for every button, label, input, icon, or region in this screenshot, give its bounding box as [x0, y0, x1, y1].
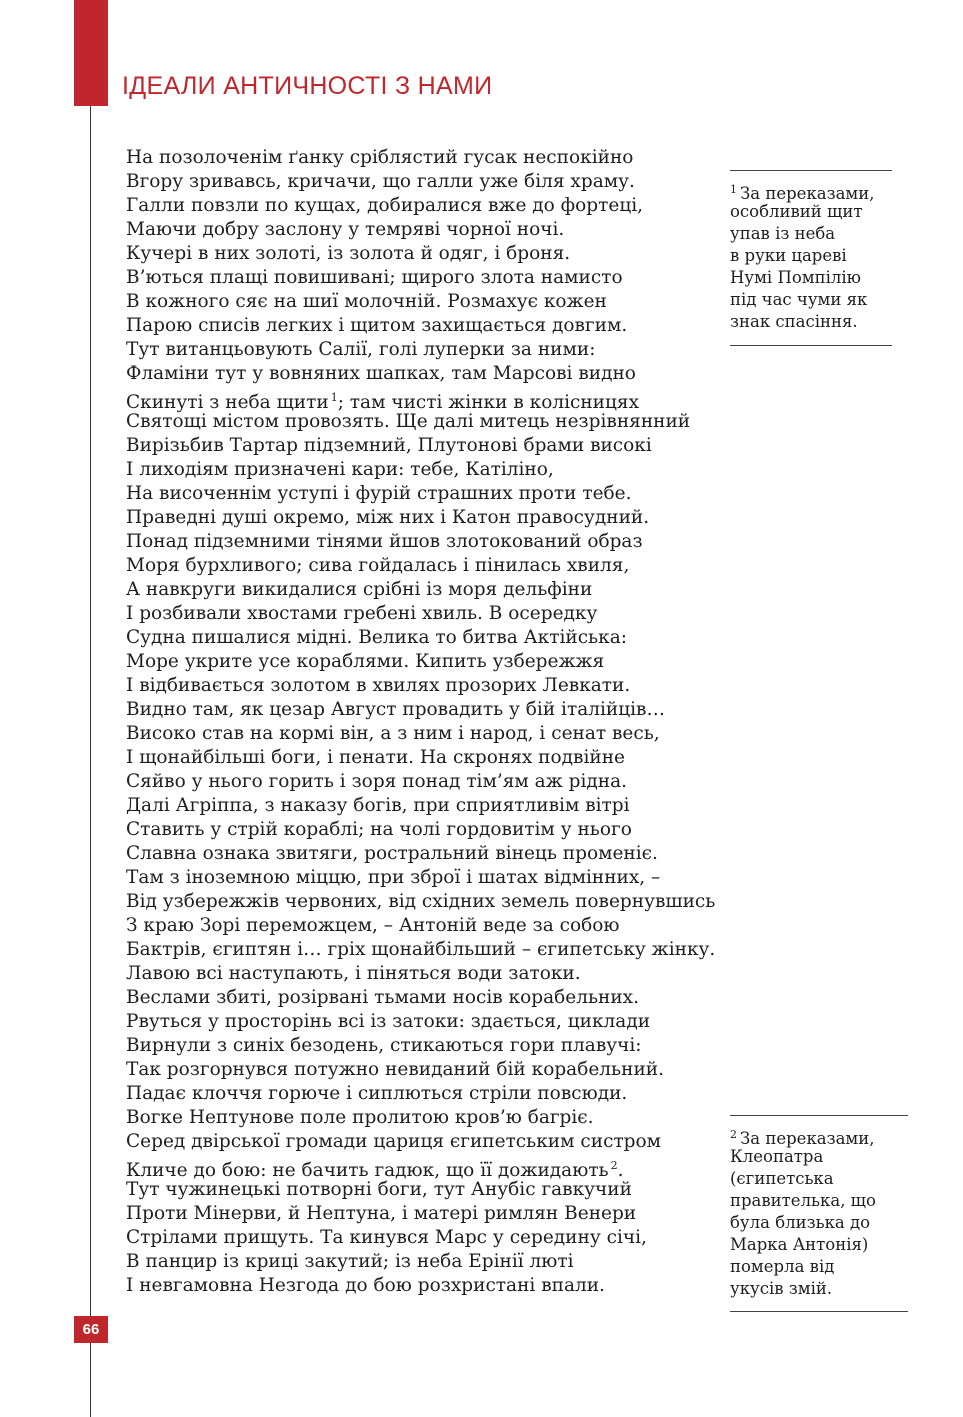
poem-text — [126, 146, 806, 1298]
poem-line: Стрілами прищуть. Та кинувся Марс у середину січі, — [126, 1227, 647, 1248]
poem-line: Вогке Нептунове поле пролитою кров’ю багріє. — [126, 1107, 594, 1128]
poem-line: Лавою всі наступають, і піняться води затоки. — [126, 963, 581, 984]
poem-line: Парою списів легких і щитом захищається довгим. — [126, 315, 628, 336]
poem-line: І щонайбільші боги, і пенати. На скронях подвійне — [126, 747, 625, 768]
section-title: ІДЕАЛИ АНТИЧНОСТІ З НАМИ — [122, 72, 493, 100]
poem-line: З краю Зорі переможцем, – Антоній веде за собою — [126, 915, 620, 936]
footnote-number: 1 — [730, 183, 737, 196]
poem-line: Тут чужинецькі потворні боги, тут Анубіс гавкучий — [126, 1179, 632, 1200]
footnote-line: укусів змій. — [730, 1279, 833, 1298]
poem-line: Далі Агріппа, з наказу богів, при сприятливім вітрі — [126, 795, 630, 816]
poem-line: В кожного сяє на шиї молочній. Розмахує кожен — [126, 291, 607, 312]
footnote-2 — [730, 1115, 908, 1312]
poem-line: І відбивається золотом в хвилях прозорих Левкати. — [126, 675, 631, 696]
poem-line: Галли повзли по кущах, добиралися вже до фортеці, — [126, 195, 644, 216]
footnote-line: під час чуми як — [730, 290, 868, 309]
poem-line: Фламіни тут у вовняних шапках, там Марсові видно — [126, 363, 636, 384]
poem-line: На височеннім уступі і фурій страшних проти тебе. — [126, 483, 632, 504]
poem-line: На позолоченім ґанку сріблястий гусак неспокійно — [126, 147, 634, 168]
poem-line: В’ються плащі повишивані; щирого злота намисто — [126, 267, 623, 288]
poem-line: Святощі містом провозять. Ще далі митець незрівнянний — [126, 411, 691, 432]
poem-line: І лиходіям призначені кари: тебе, Катіліно, — [126, 459, 554, 480]
poem-line: В панцир із криці закутий; із неба Ерінії люті — [126, 1251, 574, 1272]
poem-line: Море укрите усе кораблями. Кипить узбережжя — [126, 651, 605, 672]
poem-line — [126, 386, 806, 413]
poem-line: Славна ознака звитяги, ростральний вінець променіє. — [126, 843, 658, 864]
poem-line: Кучері в них золоті, із золота й одяг, і броня. — [126, 243, 571, 264]
poem-line: Рвуться у просторінь всі із затоки: здається, циклади — [126, 1011, 651, 1032]
poem-line: Веслами збиті, розірвані тьмами носів корабельних. — [126, 987, 639, 1008]
poem-line: Вирізьбив Тартар підземний, Плутонові брами високі — [126, 435, 652, 456]
poem-line: Понад підземними тінями йшов злотокований образ — [126, 531, 643, 552]
poem-line: Праведні душі окремо, між них і Катон правосудний. — [126, 507, 650, 528]
poem-line: Від узбережжів червоних, від східних земель повернувшись — [126, 891, 716, 912]
poem-line: Бактрів, єгиптян і… гріх щонайбільший – єгипетську жінку. — [126, 939, 716, 960]
poem-line: Проти Мінерви, й Нептуна, і матері римлян Венери — [126, 1203, 637, 1224]
margin-rule — [90, 106, 91, 1417]
footnote-ref-1: 1 — [330, 391, 338, 404]
footnote-ref-2: 2 — [610, 1159, 618, 1172]
footnote-line: Марка Антонія) — [730, 1235, 869, 1254]
header-accent-bar — [74, 0, 108, 106]
poem-line: Тут витанцьовують Салії, голі луперки за ними: — [126, 339, 596, 360]
footnote-line: упав із неба — [730, 224, 836, 243]
poem-line: Там з іноземною міццю, при зброї і шатах відмінних, – — [126, 867, 661, 888]
poem-line — [126, 1154, 806, 1181]
footnote-line: знак спасіння. — [730, 312, 858, 331]
footnote-line: в руки цареві — [730, 246, 847, 265]
footnote-line: була близька до — [730, 1213, 871, 1232]
poem-line-part: Скинуті з неба щити — [126, 392, 329, 413]
poem-line: Вирнули з синіх безодень, стикаються гори плавучі: — [126, 1035, 642, 1056]
footnote-line: правителька, що — [730, 1191, 876, 1210]
poem-line-part: Кличе до бою: не бачить гадюк, що її дожидають — [126, 1160, 609, 1181]
poem-line: Судна пишалися мідні. Велика то битва Актійська: — [126, 627, 627, 648]
poem-line: Маючи добру заслону у темряві чорної ночі. — [126, 219, 565, 240]
poem-line: Ставить у стрій кораблі; на чолі гордовитім у нього — [126, 819, 632, 840]
footnote-line: Клеопатра — [730, 1147, 824, 1166]
poem-line: А навкруги викидалися срібні із моря дельфіни — [126, 579, 593, 600]
poem-line: Так розгорнувся потужно невиданий бій корабельний. — [126, 1059, 664, 1080]
poem-line-part: ; там чисті жінки в колісницях — [337, 392, 640, 413]
poem-line-part: . — [617, 1160, 624, 1181]
poem-line: Падає клоччя горюче і сиплються стріли повсюди. — [126, 1083, 628, 1104]
footnote-line — [730, 179, 892, 201]
poem-line: І розбивали хвостами гребені хвиль. В осередку — [126, 603, 598, 624]
footnote-line: (єгипетська — [730, 1169, 834, 1188]
footnote-number: 2 — [730, 1128, 737, 1141]
poem-line: І невгамовна Незгода до бою розхристані впали. — [126, 1275, 605, 1296]
footnote-line: особливий щит — [730, 202, 863, 221]
footnote-line — [730, 1124, 908, 1146]
footnote-text: За переказами, — [740, 184, 875, 203]
page-number: 66 — [74, 1316, 108, 1343]
poem-line: Сяйво у нього горить і зоря понад тім’ям аж рідна. — [126, 771, 627, 792]
poem-line: Серед двірської громади цариця єгипетським систром — [126, 1131, 662, 1152]
footnote-text: За переказами, — [740, 1129, 875, 1148]
footnote-line: померла від — [730, 1257, 835, 1276]
poem-line: Видно там, як цезар Август провадить у бій італійців… — [126, 699, 665, 720]
poem-line: Високо став на кормі він, а з ним і народ, і сенат весь, — [126, 723, 660, 744]
footnote-line: Нумі Помпілію — [730, 268, 862, 287]
footnote-1 — [730, 170, 892, 346]
poem-line: Вгору зривавсь, кричачи, що галли уже біля храму. — [126, 171, 635, 192]
poem-line: Моря бурхливого; сива гойдалась і пінилась хвиля, — [126, 555, 630, 576]
